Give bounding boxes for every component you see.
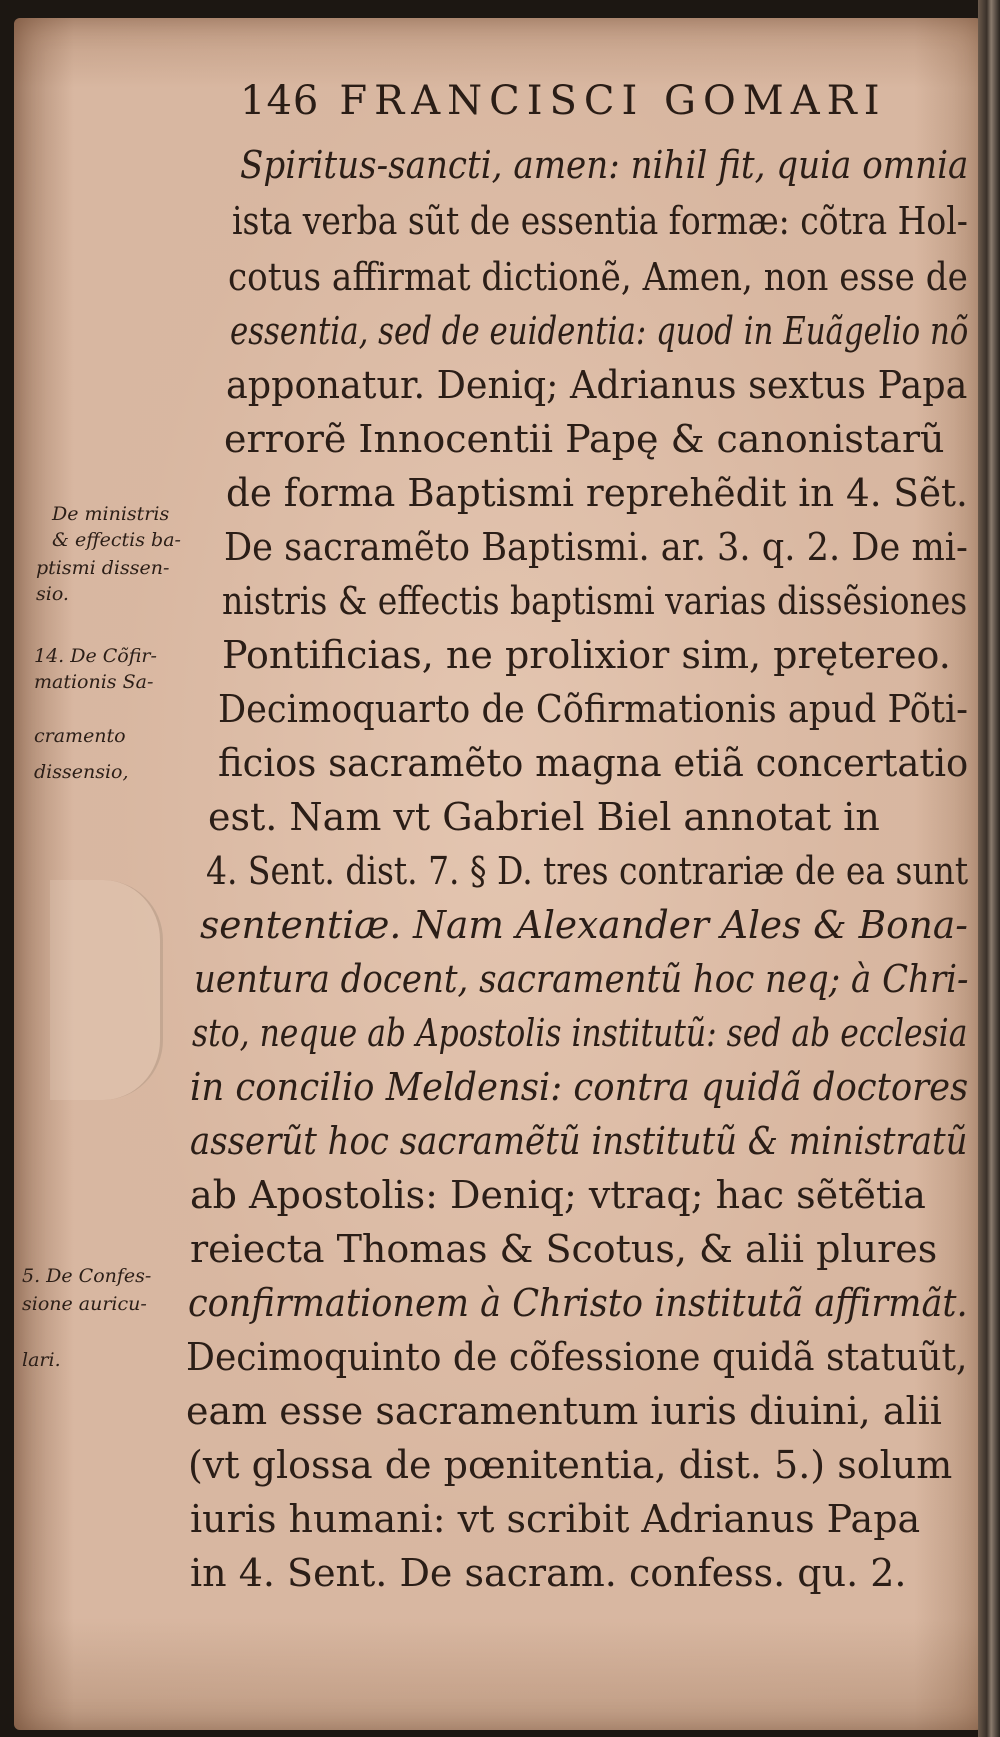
text-line: Decimoquinto de cõfessione quidã statuũt, — [186, 1335, 968, 1379]
text-line: Spiritus-sancti, amen: nihil fit, quia omnia — [240, 143, 969, 187]
text-line: ficios sacramẽto magna etiã concertatio — [218, 741, 969, 785]
text-line: essentia, sed de euidentia: quod in Euãgelio nõ — [230, 309, 969, 353]
margin-note-line: sione auricu- — [22, 1293, 147, 1315]
margin-note-line: 5. De Confes- — [22, 1265, 152, 1287]
text-line: apponatur. Deniq; Adrianus sextus Papa — [226, 363, 968, 407]
text-line: (vt glossa de pœnitentia, dist. 5.) solum — [188, 1443, 953, 1487]
text-line: nistris & effectis baptismi varias dissẽsiones — [222, 579, 968, 623]
text-line: asserũt hoc sacramẽtũ institutũ & ministratũ — [190, 1119, 968, 1163]
margin-note-line: ptismi dissen- — [36, 557, 170, 579]
margin-note-line: & effectis ba- — [52, 529, 181, 551]
margin-note-line: mationis Sa- — [34, 671, 154, 693]
text-line: iuris humani: vt scribit Adrianus Papa — [190, 1497, 921, 1541]
text-line: ab Apostolis: Deniq; vtraq; hac sẽtẽtia — [190, 1173, 926, 1217]
text-line: sententiæ. Nam Alexander Ales & Bona- — [200, 903, 968, 947]
margin-note-line: De ministris — [52, 503, 170, 525]
margin-note-line: lari. — [22, 1349, 61, 1371]
running-title: FRANCISCI GOMARI — [339, 78, 887, 124]
text-line: Decimoquarto de Cõfirmationis apud Põti- — [218, 687, 969, 731]
text-line: uentura docent, sacramentũ hoc neq; à Chri- — [194, 957, 969, 1001]
page-number: 146 — [240, 78, 320, 124]
margin-note-line: cramento — [34, 725, 126, 747]
text-line: 4. Sent. dist. 7. § D. tres contrariæ de ea sunt — [206, 849, 969, 893]
text-line: cotus affirmat dictionẽ, Amen, non esse de — [228, 255, 968, 299]
margin-note-line: sio. — [36, 583, 69, 605]
text-line: errorẽ Innocentii Papę & canonistarũ — [224, 417, 945, 461]
text-line: Pontificias, ne prolixior sim, prętereo. — [222, 633, 951, 677]
text-line: est. Nam vt Gabriel Biel annotat in — [208, 795, 880, 839]
text-line: in 4. Sent. De sacram. confess. qu. 2. — [190, 1551, 907, 1595]
text-line: confirmationem à Christo institutã affirmãt. — [188, 1281, 968, 1325]
text-line: reiecta Thomas & Scotus, & alii plures — [190, 1227, 938, 1271]
margin-note-line: 14. De Cõfir- — [34, 645, 157, 667]
text-line: in concilio Meldensi: contra quidã doctores — [190, 1065, 969, 1109]
text-line: De sacramẽto Baptismi. ar. 3. q. 2. De mi- — [224, 525, 968, 569]
text-line: de forma Baptismi reprehẽdit in 4. Sẽt. — [226, 471, 968, 515]
text-line: eam esse sacramentum iuris diuini, alii — [186, 1389, 942, 1433]
text-line: ista verba sũt de essentia formæ: cõtra Hol- — [232, 199, 968, 243]
margin-note-line: dissensio, — [34, 761, 129, 783]
text-line: sto, neque ab Apostolis institutũ: sed ab ecclesia — [192, 1011, 968, 1055]
